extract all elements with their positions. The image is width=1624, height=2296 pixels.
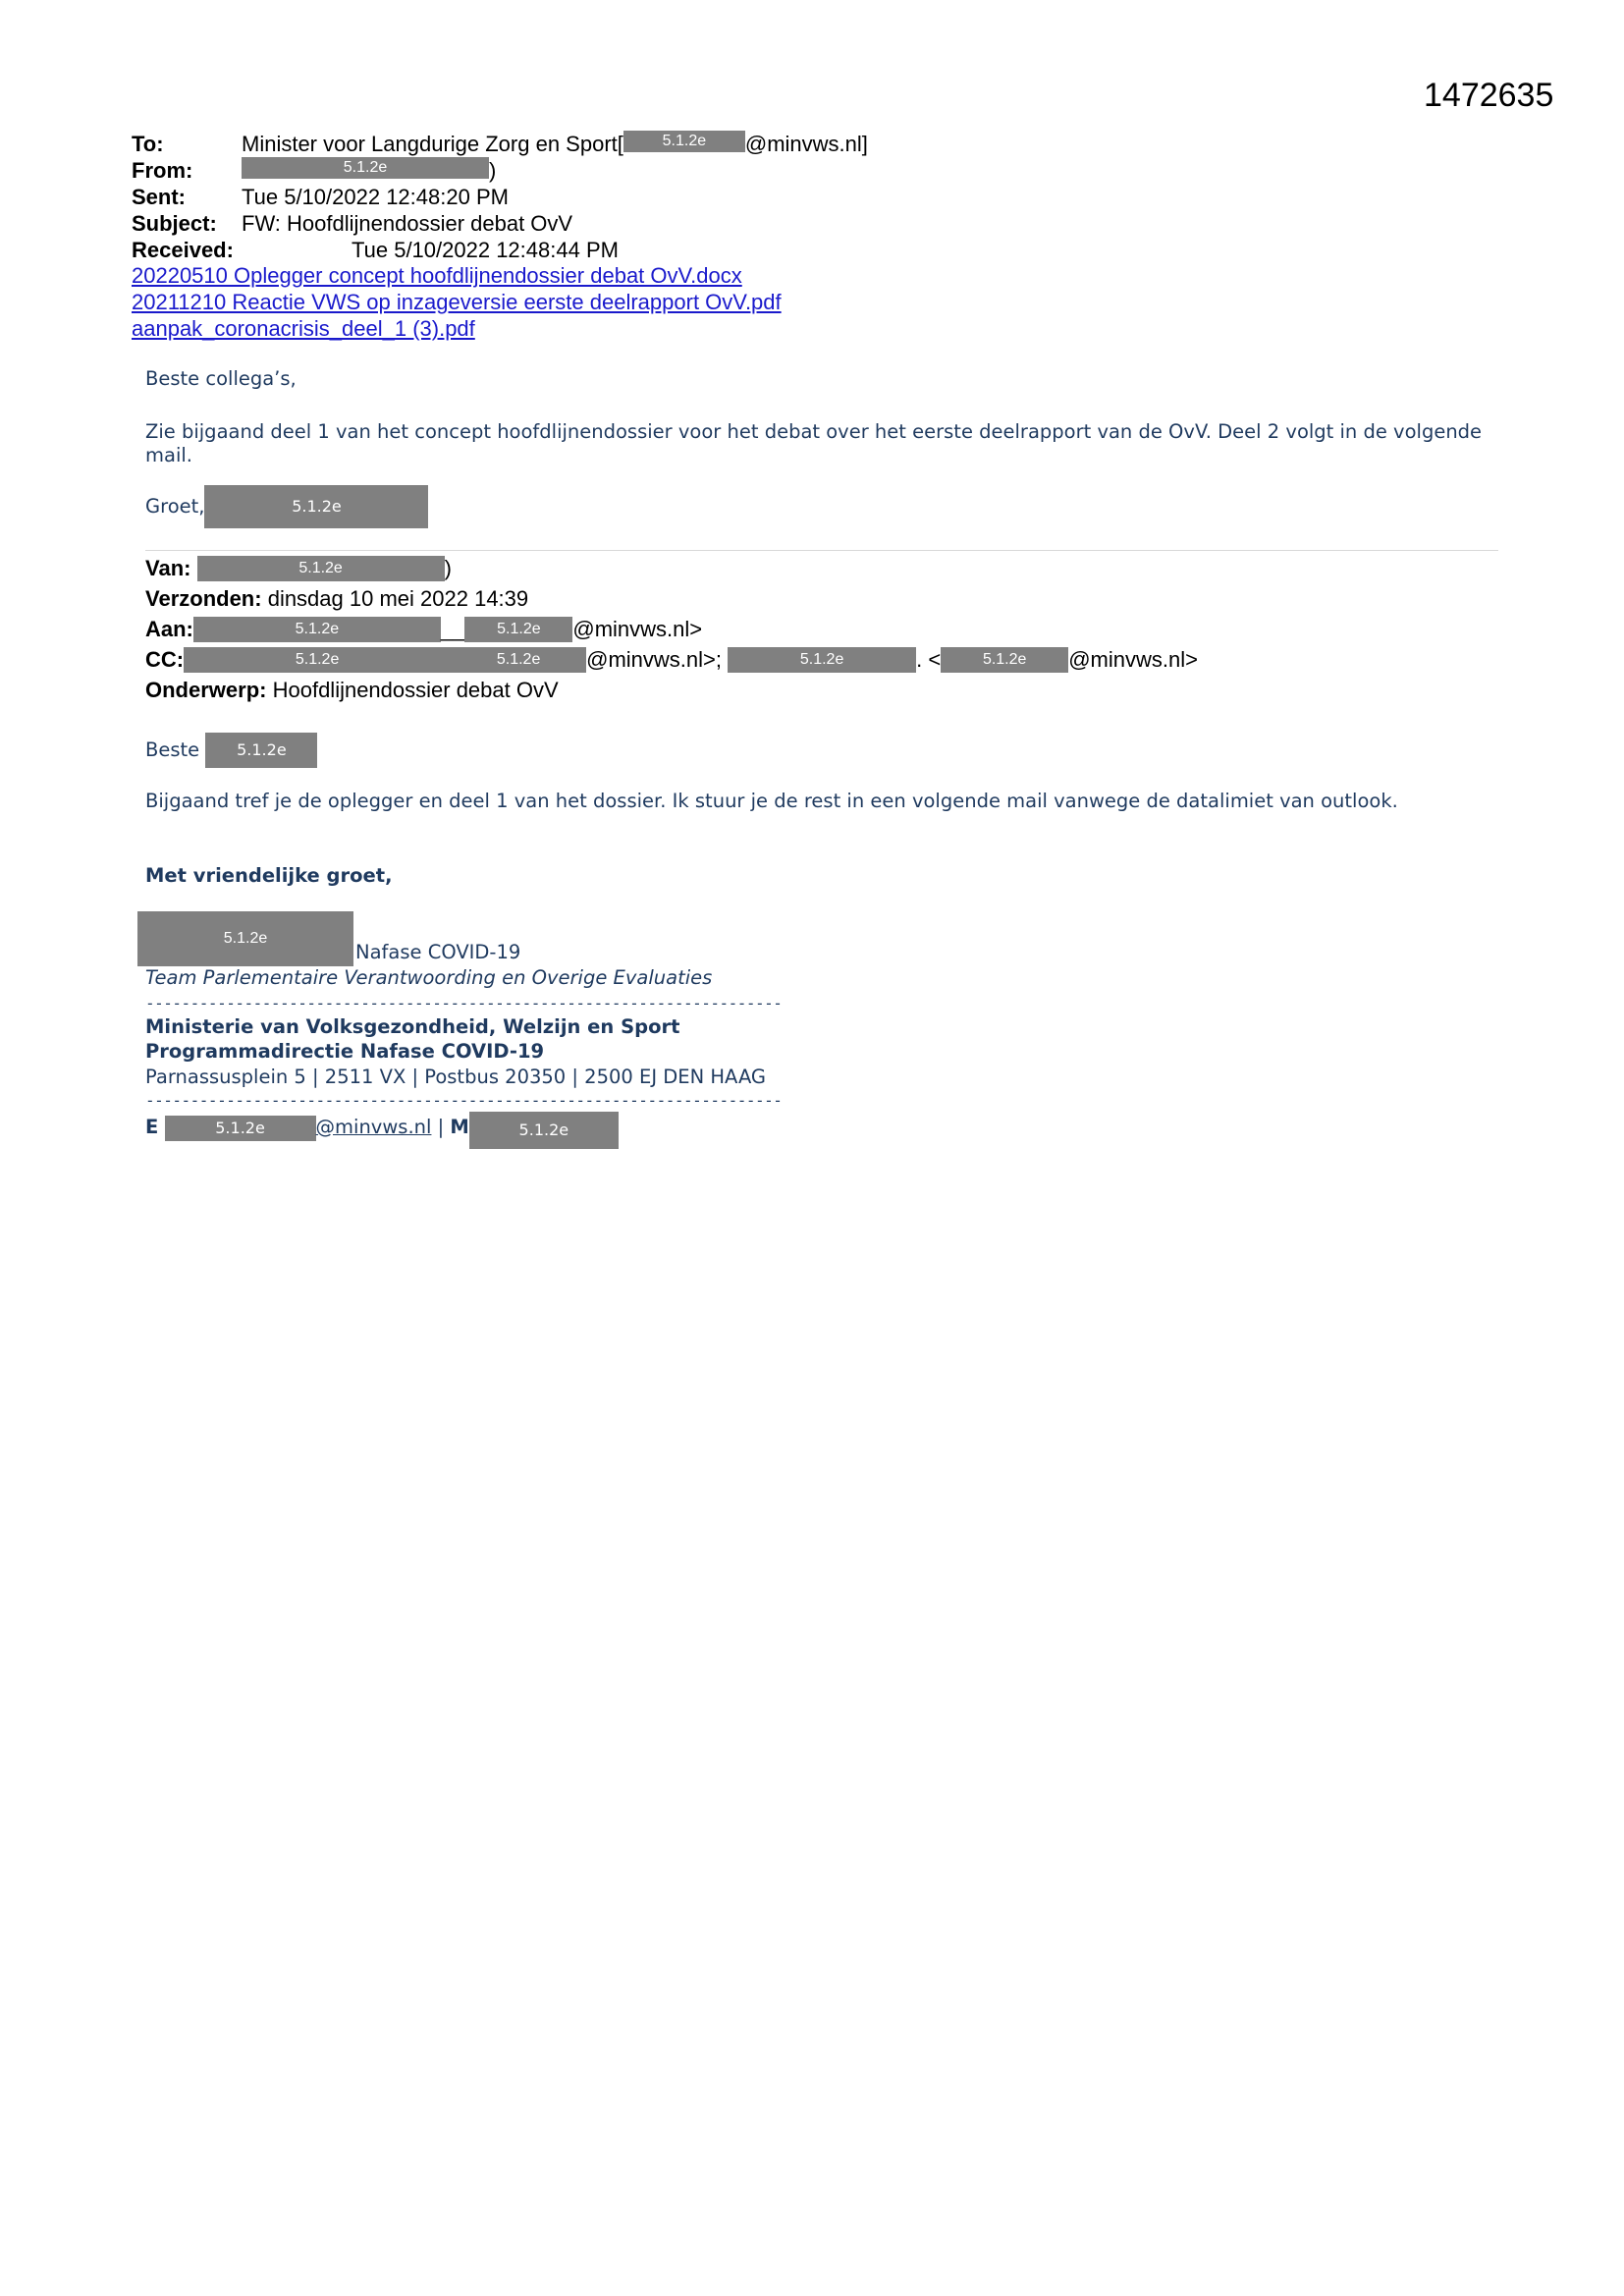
to-value: Minister voor Langdurige Zorg en Sport[ — [242, 132, 623, 156]
verzonden-label: Verzonden: — [145, 586, 262, 611]
onderwerp-row — [145, 678, 559, 703]
attachment-link[interactable]: 20211210 Reactie VWS op inzageversie eerste deelrapport OvV.pdf — [132, 290, 782, 314]
sent-value: Tue 5/10/2022 12:48:20 PM — [242, 185, 509, 209]
onderwerp-label: Onderwerp: — [145, 678, 267, 702]
van-suffix: ) — [444, 556, 452, 580]
email-link[interactable]: @minvws.nl — [315, 1116, 432, 1138]
signature-role: Nafase COVID-19 — [355, 941, 521, 963]
redaction-box: 5.1.2e — [469, 1112, 619, 1149]
greeting-text: Beste — [145, 738, 200, 761]
van-row — [145, 556, 452, 581]
verzonden-value: dinsdag 10 mei 2022 14:39 — [267, 586, 529, 611]
message2-body: Bijgaand tref je de oplegger en deel 1 van het dossier. Ik stuur je de rest in een volgende mail vanwege de datalimiet van outlook. — [145, 790, 1398, 812]
cc-domain2: @minvws.nl> — [1068, 647, 1198, 672]
redaction-box: 5.1.2e — [242, 157, 489, 179]
attachment-link[interactable]: 20220510 Oplegger concept hoofdlijnendossier debat OvV.docx — [132, 263, 742, 288]
verzonden-row — [145, 586, 528, 612]
message1-body: Zie bijgaand deel 1 van het concept hoofdlijnendossier voor het debat over het eerste deelrapport van de OvV. Deel 2 volgt in de volgende mail. — [145, 420, 1483, 466]
redaction-box: 5.1.2e — [165, 1116, 316, 1141]
email-label: E — [145, 1116, 159, 1138]
from-label: From: — [132, 158, 193, 183]
redaction-box: 5.1.2e — [204, 485, 428, 528]
redaction-box: 5.1.2e — [193, 617, 441, 642]
aan-row — [145, 617, 702, 642]
message2-greeting — [145, 738, 317, 768]
redaction-box: 5.1.2e — [205, 733, 317, 768]
subject-row — [132, 210, 868, 237]
aan-underscore: __ — [440, 617, 465, 641]
aan-label: Aan: — [145, 617, 193, 641]
message1-closing — [145, 495, 428, 528]
sent-row — [132, 184, 868, 210]
to-label: To: — [132, 132, 164, 156]
redaction-box: 5.1.2e — [451, 647, 586, 673]
received-value: Tue 5/10/2022 12:48:44 PM — [352, 238, 619, 262]
redaction-box: 5.1.2e — [464, 617, 572, 642]
separator: | — [437, 1116, 445, 1138]
redaction-box: 5.1.2e — [941, 647, 1068, 673]
attachment-link[interactable]: aanpak_coronacrisis_deel_1 (3).pdf — [132, 316, 475, 341]
signature-divider: ----------------------------------------------------------------------- — [145, 994, 783, 1012]
subject-label: Subject: — [132, 211, 217, 236]
message2-closing: Met vriendelijke groet, — [145, 864, 393, 887]
onderwerp-value: Hoofdlijnendossier debat OvV — [272, 678, 559, 702]
signature-team: Team Parlementaire Verantwoording en Overige Evaluaties — [145, 966, 713, 989]
redaction-box: 5.1.2e — [184, 647, 451, 673]
to-row — [132, 131, 868, 157]
closing-text: Groet, — [145, 495, 205, 518]
redaction-box: 5.1.2e — [623, 131, 745, 152]
signature-divider: ----------------------------------------------------------------------- — [145, 1091, 783, 1110]
aan-domain: @minvws.nl> — [572, 617, 703, 641]
van-label: Van: — [145, 556, 191, 580]
cc-sep: . < — [916, 647, 942, 672]
email-header — [132, 131, 868, 263]
cc-domain1: @minvws.nl>; — [586, 647, 722, 672]
signature-contact — [145, 1116, 619, 1149]
redaction-box: 5.1.2e — [137, 911, 353, 966]
mobile-label: M — [450, 1116, 469, 1138]
subject-value: FW: Hoofdlijnendossier debat OvV — [242, 211, 573, 236]
redaction-box: 5.1.2e — [728, 647, 916, 673]
to-domain: @minvws.nl] — [744, 132, 868, 156]
received-label: Received: — [132, 238, 234, 262]
cc-label: CC: — [145, 647, 185, 672]
redaction-box: 5.1.2e — [197, 556, 445, 581]
document-number: 1472635 — [1424, 77, 1554, 114]
signature-ministry: Ministerie van Volksgezondheid, Welzijn en Sport — [145, 1015, 680, 1038]
message1-greeting: Beste collega’s, — [145, 367, 297, 390]
signature-address: Parnassusplein 5 | 2511 VX | Postbus 20350 | 2500 EJ DEN HAAG — [145, 1066, 767, 1088]
received-row — [132, 237, 868, 263]
signature-directorate: Programmadirectie Nafase COVID-19 — [145, 1040, 545, 1063]
sent-label: Sent: — [132, 185, 186, 209]
from-row — [132, 157, 868, 184]
divider — [145, 550, 1498, 551]
from-suffix: ) — [489, 158, 497, 183]
cc-row — [145, 647, 1198, 673]
